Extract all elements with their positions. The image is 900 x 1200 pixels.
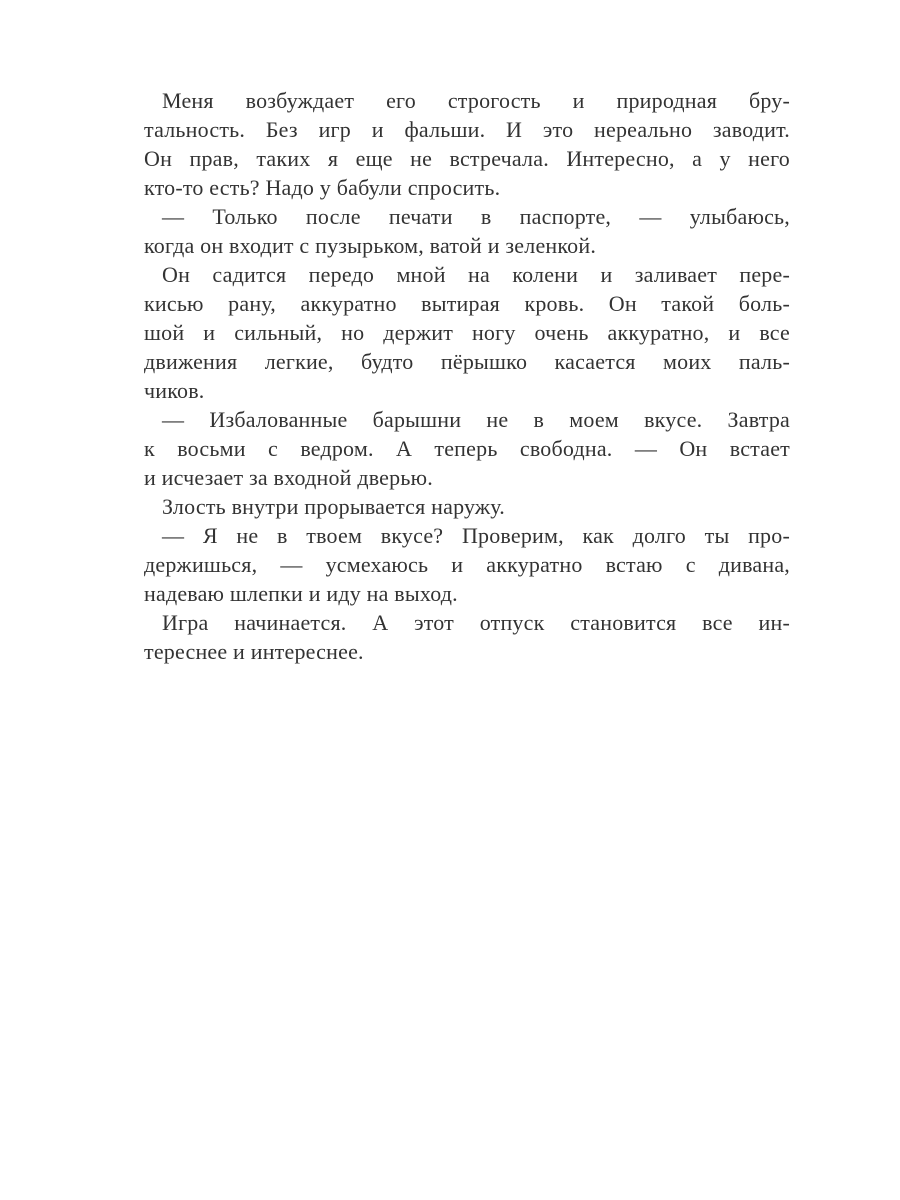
text-line: Он садится передо мной на колени и заливает пере-: [162, 262, 790, 287]
text-line: Он прав, таких я еще не встречала. Интересно, а у него: [144, 146, 790, 171]
text-line: Злость внутри прорывается наружу.: [162, 494, 505, 519]
text-line: — Только после печати в паспорте, — улыбаюсь,: [162, 204, 790, 229]
text-line: держишься, — усмехаюсь и аккуратно встаю с дивана,: [144, 552, 790, 577]
paragraph: [144, 202, 790, 260]
text-line: тальность. Без игр и фальши. И это нереально заводит.: [144, 117, 790, 142]
text-line: к восьми с ведром. А теперь свободна. — Он встает: [144, 436, 790, 461]
text-line: надеваю шлепки и иду на выход.: [144, 581, 458, 606]
text-line: кисью рану, аккуратно вытирая кровь. Он такой боль-: [144, 291, 790, 316]
text-line: когда он входит с пузырьком, ватой и зеленкой.: [144, 233, 597, 258]
text-line: Игра начинается. А этот отпуск становится все ин-: [162, 610, 790, 635]
text-line: — Я не в твоем вкусе? Проверим, как долго ты про-: [162, 523, 790, 548]
paragraph: [144, 608, 790, 666]
paragraph: [144, 260, 790, 405]
text-line: и исчезает за входной дверью.: [144, 465, 433, 490]
paragraph: [144, 86, 790, 202]
paragraph: [144, 492, 790, 521]
paragraph: [144, 405, 790, 492]
text-line: шой и сильный, но держит ногу очень аккуратно, и все: [144, 320, 790, 345]
text-line: — Избалованные барышни не в моем вкусе. Завтра: [162, 407, 790, 432]
text-line: кто-то есть? Надо у бабули спросить.: [144, 175, 501, 200]
paragraph: [144, 521, 790, 608]
text-line: тереснее и интереснее.: [144, 639, 364, 664]
text-line: Меня возбуждает его строгость и природная бру-: [162, 88, 790, 113]
text-line: чиков.: [144, 378, 205, 403]
text-line: движения легкие, будто пёрышко касается моих паль-: [144, 349, 790, 374]
text-block: [144, 86, 790, 666]
